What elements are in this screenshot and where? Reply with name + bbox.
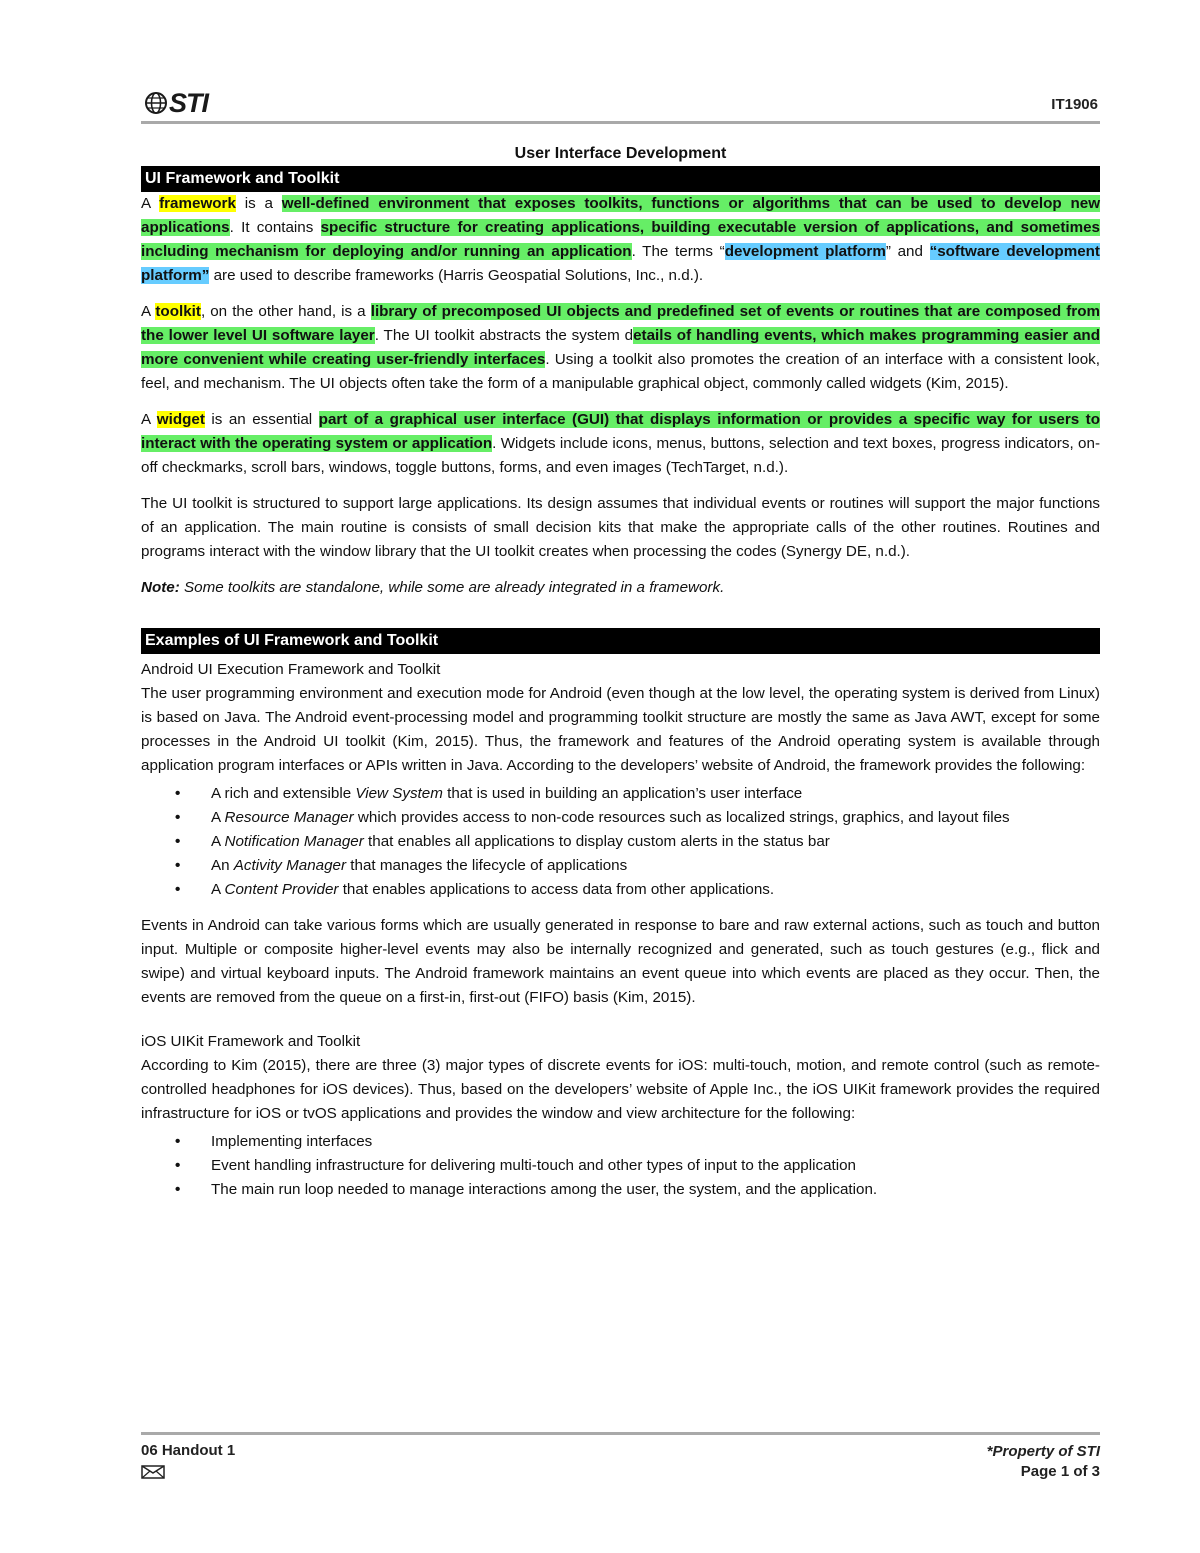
note-paragraph xyxy=(141,576,1100,600)
ios-intro: According to Kim (2015), there are three (3) major types of discrete events for iOS: multi-touch, motion, and remote control (such as remote-controlled headphones for iOS devices). Thus, based on the developers’ website of Apple Inc., the iOS UIKit framework provides the required infrastructure for iOS or tvOS applications and provides the window and view architecture for the following: xyxy=(141,1057,1100,1122)
toolkit-definition: library of precomposed UI objects and predefined set of events or routines that are composed from the lower level UI software layer xyxy=(141,303,1100,344)
envelope-icon xyxy=(141,1465,165,1479)
list-item: • The main run loop needed to manage interactions among the user, the system, and the application. xyxy=(141,1178,1100,1202)
term-software-development-platform: “software development platform” xyxy=(141,243,1100,284)
list-item: • An Activity Manager that manages the lifecycle of applications xyxy=(141,854,1100,878)
toolkit-structure-paragraph: The UI toolkit is structured to support large applications. Its design assumes that individual events or routines will support the major functions of an application. The main routine is consists of small decision kits that make the appropriate calls of the other routines. Routines and programs interact with the window library that the UI toolkit creates when processing the codes (Synergy DE, n.d.). xyxy=(141,495,1100,560)
list-item: • Event handling infrastructure for delivering multi-touch and other types of input to the application xyxy=(141,1154,1100,1178)
ios-features-list xyxy=(141,1130,1100,1202)
section-heading-framework-toolkit: UI Framework and Toolkit xyxy=(141,166,1100,192)
globe-icon xyxy=(145,92,167,114)
android-events-paragraph: Events in Android can take various forms which are usually generated in response to bare and raw external actions, such as touch and button input. Multiple or composite higher-level events may also be internally recognized and generated, such as touch gestures (e.g., flick and swipe) and virtual keyboard inputs. The Android framework maintains an event queue into which events are placed as they occur. Then, the events are removed from the queue on a first-in, first-out (FIFO) basis (Kim, 2015). xyxy=(141,917,1100,1006)
widget-paragraph: A widget is an essential part of a graphical user interface (GUI) that displays information or provides a specific way for users to interact with the operating system or application. Widgets include icons, menus, buttons, selection and text boxes, progress indicators, on-off checkmarks, scroll bars, windows, toggle buttons, forms, and even images (TechTarget, n.d.). xyxy=(141,411,1101,476)
framework-structure: specific structure for creating applications, building executable version of applications, and sometimes including mechanism for deploying and/or running an application xyxy=(141,219,1100,260)
term-framework: framework xyxy=(159,195,236,212)
ios-heading: iOS UIKit Framework and Toolkit xyxy=(141,1033,361,1050)
document-body xyxy=(141,140,1100,1214)
term-widget: widget xyxy=(156,411,205,428)
page-header xyxy=(141,86,1100,122)
list-item: • A rich and extensible View System that is used in building an application’s user interface xyxy=(141,782,1100,806)
footer-right xyxy=(987,1442,1100,1482)
list-item: • Implementing interfaces xyxy=(141,1130,1100,1154)
logo-text: STI xyxy=(169,87,209,118)
document-title: User Interface Development xyxy=(514,145,727,162)
section-heading-examples: Examples of UI Framework and Toolkit xyxy=(141,628,1100,654)
android-features-list xyxy=(141,782,1100,902)
note-label: Note: xyxy=(141,579,180,596)
android-intro: The user programming environment and execution mode for Android (even though at the low level, the operating system is derived from Linux) is based on Java. The Android event-processing model and programming toolkit structure are mostly the same as Java AWT, except for some processes in the Android UI toolkit (Kim, 2015). Thus, the framework and features of the Android operating system is available through application program interfaces or APIs written in Java. According to the developers’ website of Android, the framework provides the following: xyxy=(141,685,1100,774)
handout-label: 06 Handout 1 xyxy=(141,1442,236,1459)
note-text: Some toolkits are standalone, while some are already integrated in a framework. xyxy=(179,579,725,596)
framework-definition: well-defined environment that exposes toolkits, functions or algorithms that can be used to develop new applications xyxy=(141,195,1101,236)
toolkit-benefit: etails of handling events, which makes programming easier and more convenient while creating user-friendly interfaces xyxy=(141,327,1100,368)
list-item: • A Resource Manager which provides access to non-code resources such as localized strings, graphics, and layout files xyxy=(141,806,1100,830)
term-development-platform: development platform xyxy=(724,243,886,260)
list-item: • A Content Provider that enables applications to access data from other applications. xyxy=(141,878,1100,902)
footer-divider xyxy=(141,1432,1100,1435)
page-number: Page 1 of 3 xyxy=(1020,1463,1100,1480)
list-item: • A Notification Manager that enables all applications to display custom alerts in the status bar xyxy=(141,830,1100,854)
framework-paragraph: A framework is a well-defined environment that exposes toolkits, functions or algorithms that can be used to develop new applications. It contains specific structure for creating applications, building executable version of applications, and sometimes including mechanism for deploying and/or running an application. The terms “development platform” and “software development platform” are used to describe frameworks (Harris Geospatial Solutions, Inc., n.d.). xyxy=(141,195,1101,284)
sti-logo xyxy=(145,86,225,120)
property-label: *Property of STI xyxy=(986,1443,1100,1460)
widget-definition: part of a graphical user interface (GUI) that displays information or provides a specific way for users to interact with the operating system or application xyxy=(141,411,1101,452)
android-heading: Android UI Execution Framework and Toolkit xyxy=(141,661,441,678)
course-code: IT1906 xyxy=(1051,96,1098,113)
term-toolkit: toolkit xyxy=(155,303,201,320)
header-divider xyxy=(141,121,1100,124)
toolkit-paragraph: A toolkit, on the other hand, is a library of precomposed UI objects and predefined set of events or routines that are composed from the lower level UI software layer. The UI toolkit abstracts the system details of handling events, which makes programming easier and more convenient while creating user-friendly interfaces. Using a toolkit also promotes the creation of an interface with a consistent look, feel, and mechanism. The UI objects often take the form of a manipulable graphical object, commonly called widgets (Kim, 2015). xyxy=(141,303,1100,392)
